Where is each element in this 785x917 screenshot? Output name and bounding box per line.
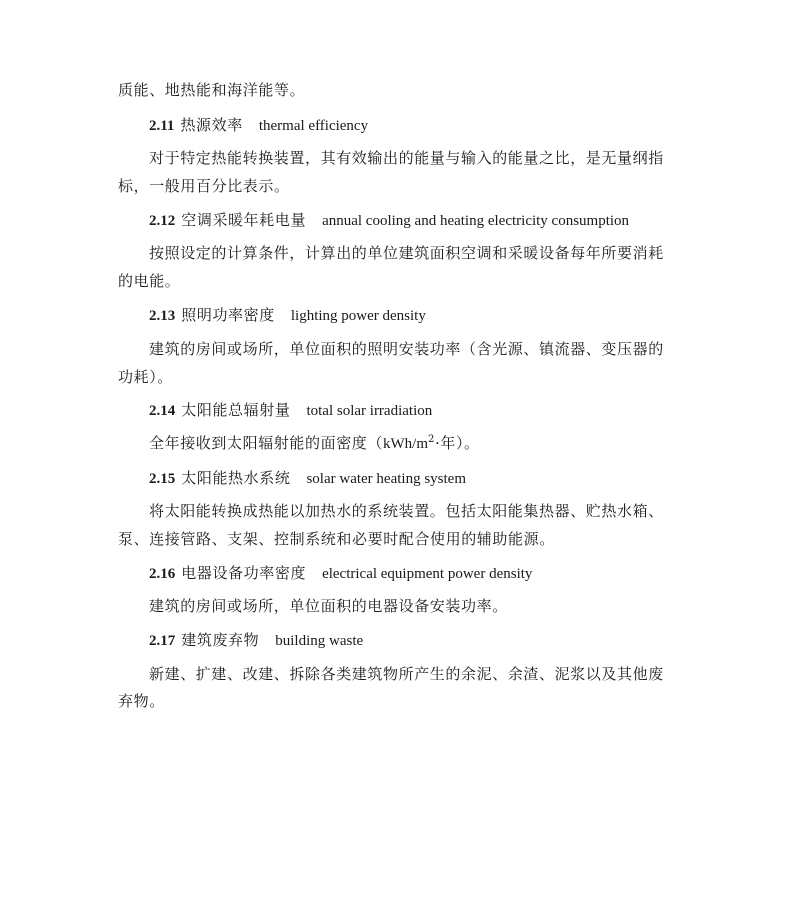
term-zh: 电器设备功率密度 — [181, 564, 307, 582]
term-heading-2-14 — [149, 400, 709, 421]
term-def-line: 新建、扩建、改建、拆除各类建筑物所产生的余泥、余渣、泥浆以及其他废 — [149, 665, 664, 683]
intro-continuation: 质能、地热能和海洋能等。 — [118, 81, 306, 99]
term-def-line: 的电能。 — [118, 272, 181, 290]
term-number: 2.15 — [149, 471, 176, 487]
term-zh: 太阳能总辐射量 — [181, 401, 291, 419]
term-en: building waste — [275, 633, 364, 649]
term-en: electrical equipment power density — [322, 566, 533, 582]
term-heading-2-16 — [149, 563, 709, 584]
unit-text: kWh/m — [383, 436, 429, 452]
term-def-line: 弃物。 — [118, 692, 165, 710]
term-zh: 空调采暖年耗电量 — [181, 211, 307, 229]
term-heading-2-12 — [149, 210, 709, 231]
term-def-line: 建筑的房间或场所，单位面积的电器设备安装功率。 — [149, 597, 508, 615]
term-def-line: 将太阳能转换成热能以加热水的系统装置。包括太阳能集热器、贮热水箱、 — [149, 502, 664, 520]
term-en: solar water heating system — [306, 471, 466, 487]
term-zh: 太阳能热水系统 — [181, 469, 291, 487]
term-zh: 热源效率 — [180, 116, 243, 134]
term-en: lighting power density — [290, 308, 426, 324]
term-heading-2-17 — [149, 630, 709, 651]
term-number: 2.13 — [149, 308, 176, 324]
term-number: 2.17 — [149, 633, 176, 649]
term-en: total solar irradiation — [306, 403, 433, 419]
term-zh: 建筑废弃物 — [181, 631, 260, 649]
term-en: thermal efficiency — [258, 118, 369, 134]
term-def-suffix: ·年）。 — [434, 434, 480, 452]
term-def-line: 按照设定的计算条件，计算出的单位建筑面积空调和采暖设备每年所要消耗 — [149, 244, 664, 262]
term-number: 2.16 — [149, 566, 176, 582]
term-def-line: 对于特定热能转换装置，其有效输出的能量与输入的能量之比，是无量纲指 — [149, 149, 664, 167]
term-number: 2.11 — [149, 118, 175, 134]
term-heading-2-13 — [149, 305, 709, 326]
term-def-line: 建筑的房间或场所，单位面积的照明安装功率（含光源、镇流器、变压器的 — [149, 340, 664, 358]
term-number: 2.12 — [149, 213, 176, 229]
term-def-line: 标，一般用百分比表示。 — [118, 177, 290, 195]
term-heading-2-11 — [149, 115, 709, 136]
term-def-line: 泵、连接管路、支架、控制系统和必要时配合使用的辅助能源。 — [118, 530, 555, 548]
term-number: 2.14 — [149, 403, 176, 419]
term-zh: 照明功率密度 — [181, 306, 275, 324]
term-en: annual cooling and heating electricity consumption — [322, 213, 630, 229]
term-heading-2-15 — [149, 468, 709, 489]
term-def-line: 功耗）。 — [118, 368, 173, 386]
term-def-line — [149, 433, 709, 454]
unit-superscript: 2 — [428, 434, 435, 445]
term-def-prefix: 全年接收到太阳辐射能的面密度（ — [149, 434, 384, 452]
